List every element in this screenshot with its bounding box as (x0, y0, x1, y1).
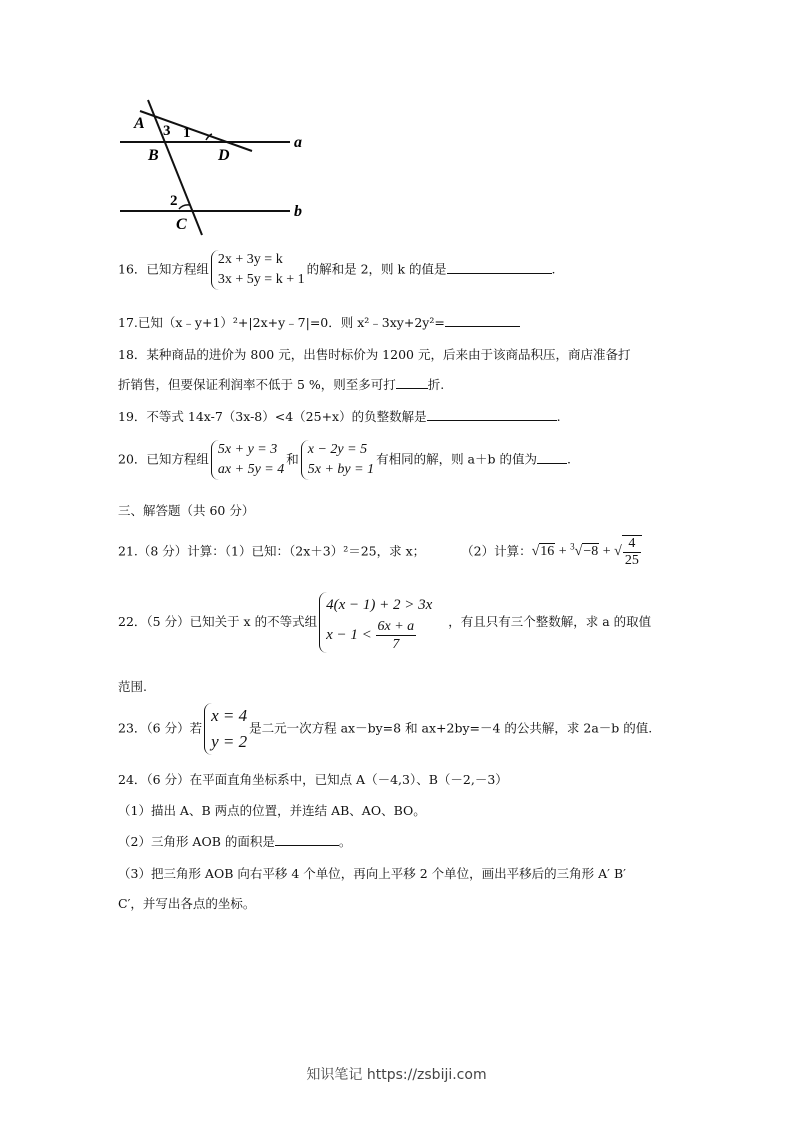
q20-mid: 和 (286, 451, 299, 467)
q21-root1: 16 (540, 544, 555, 560)
label-3: 3 (163, 123, 171, 139)
q23-eq2: y = 2 (211, 732, 248, 751)
q23-suffix: 是二元一次方程 ax－by=8 和 ax+2by=－4 的公共解，求 2a－b 的值. (249, 720, 653, 736)
q16-eq2: 3x + 5y = k + 1 (217, 272, 305, 287)
label-C: C (176, 216, 187, 233)
q20-system-1 (211, 440, 284, 480)
q21-root2-index: 3 (570, 541, 575, 552)
q22-fraction (376, 618, 417, 653)
q19-answer-blank (427, 408, 557, 421)
q24-p3a: （3）把三角形 AOB 向右平移 4 个单位，再向上平移 2 个单位，画出平移后的三角形 A′ B′ (118, 866, 626, 881)
q19-end: . (556, 409, 561, 424)
q22-suffix: ，有且只有三个整数解，求 a 的取值 (448, 614, 652, 629)
q23-eq1: x = 4 (211, 706, 248, 725)
question-23 (118, 703, 652, 755)
q20-s2-eq2: 5x + by = 1 (307, 462, 375, 477)
label-b: b (294, 203, 302, 220)
q20-suffix: 有相同的解，则 a＋b 的值为 (376, 451, 537, 467)
question-24-part1 (118, 801, 426, 819)
question-19 (118, 407, 561, 425)
q22-eq1: 4(x − 1) + 2 > 3x (326, 597, 433, 613)
question-16 (118, 250, 556, 290)
label-1: 1 (183, 125, 191, 141)
q21-fraction-den: 25 (624, 553, 639, 568)
question-20 (118, 440, 571, 480)
q24-p3b: C′，并写出各点的坐标。 (118, 896, 256, 911)
question-24-part3 (118, 864, 626, 882)
question-22 (118, 592, 651, 653)
transversal-ad (140, 111, 252, 151)
q20-s2-eq1: x − 2y = 5 (307, 442, 368, 457)
q20-s1-eq1: 5x + y = 3 (217, 442, 278, 457)
q20-prefix: 20．已知方程组 (118, 451, 209, 467)
question-24-part3-line2 (118, 894, 255, 912)
q24-line1: 24．（6 分）在平面直角坐标系中，已知点 A（－4,3）、B（－2,－3） (118, 772, 508, 787)
q21-expression: √16 + $^3$√−8 + √ $\frac{4}{25}$ (532, 544, 642, 559)
q21-part2: （2）计算： (461, 543, 532, 559)
q23-system (204, 703, 247, 755)
q18-answer-blank (396, 376, 428, 389)
section-3-title-text: 三、解答题（共 60 分） (118, 503, 255, 518)
question-18-line1 (118, 345, 630, 363)
q21-fraction (622, 535, 642, 569)
question-22-line2 (118, 677, 147, 695)
q24-p2b: 。 (338, 834, 352, 849)
q21-root2: −8 (583, 544, 599, 560)
label-A: A (134, 115, 145, 132)
question-24 (118, 770, 508, 788)
footer-watermark (0, 1064, 793, 1084)
q16-system (211, 250, 305, 290)
q16-suffix: 的解和是 2，则 k 的值是 (306, 261, 447, 277)
q18-line1: 18．某种商品的进价为 800 元，出售时标价为 1200 元，后来由于该商品积压，商店准备打 (118, 347, 631, 362)
label-2: 2 (170, 193, 178, 209)
q22-prefix: 22．（5 分）已知关于 x 的不等式组 (118, 614, 318, 629)
q24-p2a: （2）三角形 AOB 的面积是 (118, 834, 275, 849)
q16-answer-blank (447, 261, 552, 274)
label-B: B (148, 147, 159, 164)
q16-eq1: 2x + 3y = k (217, 252, 283, 267)
q22-system (319, 592, 432, 653)
q20-s1-eq2: ax + 5y = 4 (217, 462, 285, 477)
angle-2-arc (179, 205, 190, 209)
q22-eq2-left: x − 1 < (326, 626, 372, 643)
q20-system-2 (301, 440, 374, 480)
footer-text: 知识笔记 https://zsbiji.com (306, 1067, 487, 1083)
q17-text: 17.已知（x﹣y+1）²+|2x+y﹣7|=0．则 x²﹣3xy+2y²= (118, 315, 445, 330)
geometry-figure (110, 95, 320, 240)
section-3-title (118, 501, 254, 519)
question-21 (118, 535, 642, 569)
q16-end: . (551, 261, 556, 277)
label-D: D (218, 147, 230, 164)
q22-fraction-num: 6x + a (377, 619, 415, 634)
q21-fraction-num: 4 (623, 536, 641, 553)
transversal-ac (148, 100, 202, 235)
q16-prefix: 16．已知方程组 (118, 261, 209, 277)
q23-prefix: 23．（6 分）若 (118, 720, 203, 736)
q18-line2b: 折. (427, 377, 445, 392)
q22-line2: 范围. (118, 679, 147, 694)
question-18-line2 (118, 375, 444, 393)
q17-answer-blank (445, 314, 520, 327)
q24-p1: （1）描出 A、B 两点的位置，并连结 AB、AO、BO。 (118, 803, 426, 818)
question-24-part2 (118, 832, 351, 850)
label-a: a (294, 134, 302, 151)
q24-answer-blank (275, 833, 339, 846)
q20-answer-blank (537, 451, 567, 464)
q19-text: 19．不等式 14x-7（3x-8）<4（25+x）的负整数解是 (118, 409, 427, 424)
question-17 (118, 313, 520, 331)
q21-text: 21.（8 分）计算：（1）已知：（2x＋3）²＝25，求 x； (118, 543, 426, 559)
q20-end: . (566, 451, 571, 467)
q22-fraction-den: 7 (392, 637, 400, 652)
q18-line2a: 折销售，但要保证利润率不低于 5 %，则至多可打 (118, 377, 396, 392)
